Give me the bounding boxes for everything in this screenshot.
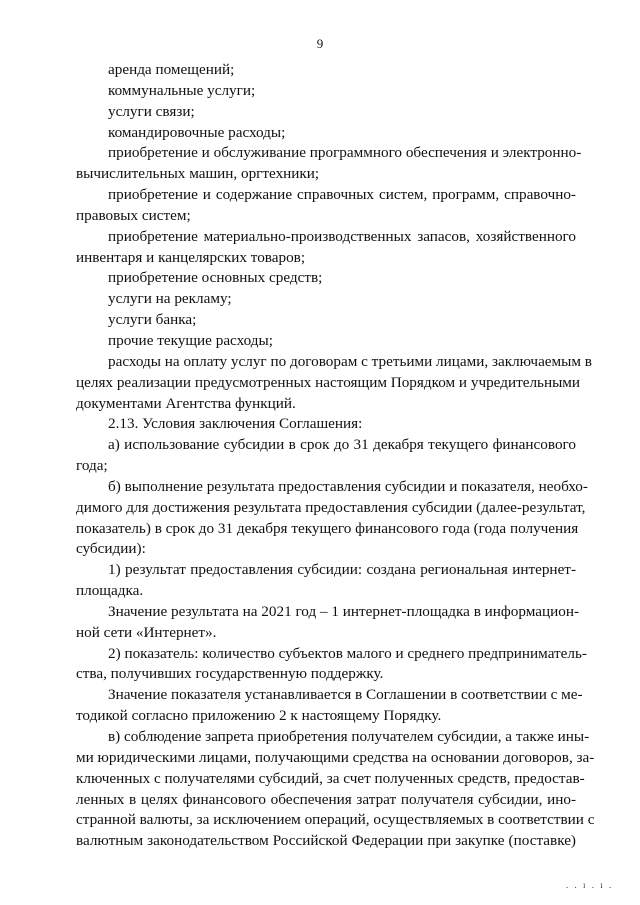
text-line: документами Агентства функций.	[76, 394, 296, 412]
text-line: коммунальные услуги;	[108, 81, 256, 99]
text-line: расходы на оплату услуг по договорам с третьими лицами, заключаемым в	[108, 352, 592, 370]
text-line: 1) результат предоставления субсидии: создана региональная интернет-	[108, 561, 576, 579]
text-line: 2) показатель: количество субъектов малого и среднего предприниматель-	[108, 644, 587, 662]
text-line: услуги на рекламу;	[108, 290, 232, 308]
text-line: целях реализации предусмотренных настоящим Порядком и учредительными	[76, 373, 581, 391]
text-line: тодикой согласно приложению 2 к настоящему Порядку.	[76, 707, 442, 725]
text-line: площадка.	[76, 582, 144, 600]
footer-mark: . . ı . ı .	[566, 880, 614, 890]
text-line: ства, получивших государственную поддержку.	[76, 665, 384, 683]
text-line: прочие текущие расходы;	[108, 331, 273, 349]
text-line: ной сети «Интернет».	[76, 623, 217, 641]
text-line: странной валюты, за исключением операций, осуществляемых в соответствии с	[76, 811, 595, 829]
document-body	[76, 60, 595, 852]
text-line: Значение результата на 2021 год – 1 интернет-площадка в информацион-	[108, 602, 580, 620]
text-line: приобретение и содержание справочных систем, программ, справочно-	[108, 186, 576, 204]
text-line: димого для достижения результата предоставления субсидии (далее-результат,	[76, 498, 586, 516]
text-line: услуги связи;	[108, 102, 195, 120]
text-line: ключенных с получателями субсидий, за счет полученных средств, предостав-	[76, 769, 585, 787]
text-line: а) использование субсидии в срок до 31 декабря текущего финансового	[108, 436, 576, 454]
text-line: правовых систем;	[76, 206, 191, 224]
text-line: инвентаря и канцелярских товаров;	[76, 248, 306, 266]
text-line: приобретение и обслуживание программного обеспечения и электронно-	[108, 144, 582, 162]
text-line: показатель) в срок до 31 декабря текущего финансового года (года получения	[76, 519, 579, 537]
text-line: 2.13. Условия заключения Соглашения:	[108, 415, 363, 433]
text-line: б) выполнение результата предоставления субсидии и показателя, необхо-	[108, 477, 588, 495]
text-line: года;	[76, 457, 108, 475]
text-line: ми юридическими лицами, получающими средства на основании договоров, за-	[76, 748, 595, 766]
text-line: Значение показателя устанавливается в Соглашении в соответствии с ме-	[108, 686, 583, 704]
text-line: услуги банка;	[108, 311, 197, 329]
text-line: приобретение основных средств;	[108, 269, 323, 287]
page-number: 9	[316, 36, 324, 51]
text-line: ленных в целях финансового обеспечения затрат получателя субсидии, ино-	[76, 790, 576, 808]
text-line: приобретение материально-производственных запасов, хозяйственного	[108, 227, 576, 245]
text-line: в) соблюдение запрета приобретения получателем субсидии, а также ины-	[108, 728, 590, 745]
text-line: вычислительных машин, оргтехники;	[76, 165, 320, 183]
text-line: валютным законодательством Российской Федерации при закупке (поставке)	[76, 832, 576, 850]
text-line: аренда помещений;	[108, 61, 235, 78]
text-line: субсидии):	[76, 540, 146, 558]
text-line: командировочные расходы;	[108, 123, 286, 141]
